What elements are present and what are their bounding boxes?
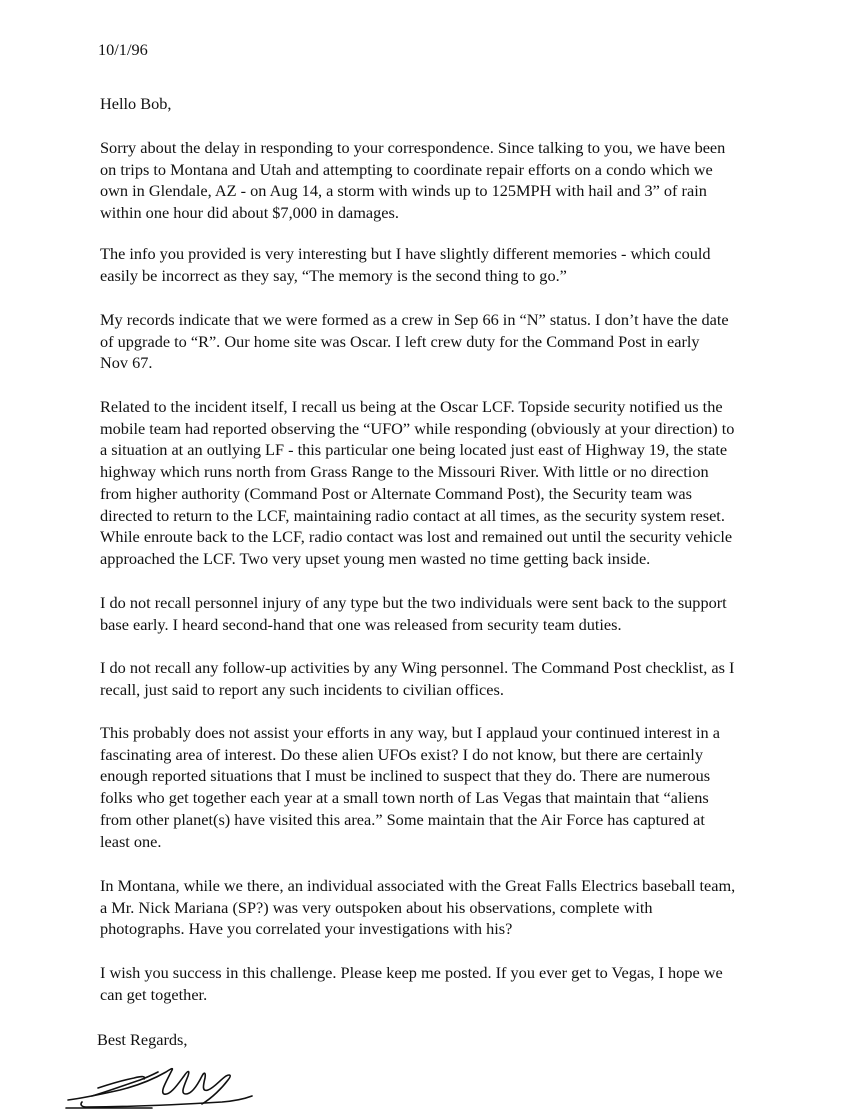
text-line: of upgrade to “R”. Our home site was Oscar. I left crew duty for the Command Post in early [100, 331, 700, 351]
letter-closing: Best Regards, [97, 1030, 188, 1049]
text-line: My records indicate that we were formed as a crew in Sep 66 in “N” status. I don’t have the date [100, 310, 729, 329]
text-line: I do not recall personnel injury of any type but the two individuals were sent back to the support [100, 593, 727, 612]
text-line: within one hour did about $7,000 in damages. [100, 203, 399, 223]
letter-date: 10/1/96 [98, 40, 148, 59]
paragraph-delay [100, 137, 840, 224]
text-line: In Montana, while we there, an individual associated with the Great Falls Electrics baseball team, [100, 876, 736, 895]
paragraph-wishes [100, 962, 840, 1005]
text-line: base early. I heard second-hand that one was released from security team duties. [100, 614, 622, 634]
text-line: a Mr. Nick Mariana (SP?) was very outspoken about his observations, complete with [100, 897, 653, 917]
text-line: I do not recall any follow-up activities by any Wing personnel. The Command Post checklist, as I [100, 658, 735, 677]
paragraph-ufos [100, 722, 840, 852]
text-line: I wish you success in this challenge. Please keep me posted. If you ever get to Vegas, I hope we [100, 963, 723, 982]
paragraph-records [100, 309, 840, 374]
paragraph-incident [100, 396, 840, 570]
text-line: Sorry about the delay in responding to your correspondence. Since talking to you, we have been [100, 138, 726, 157]
text-line: least one. [100, 831, 162, 851]
text-line: on trips to Montana and Utah and attempting to coordinate repair efforts on a condo which we [100, 159, 713, 179]
text-line: a situation at an outlying LF - this particular one being located just east of Highway 19, the state [100, 440, 728, 460]
text-line: easily be incorrect as they say, “The memory is the second thing to go.” [100, 265, 567, 285]
text-line: can get together. [100, 984, 208, 1004]
paragraph-montana [100, 875, 840, 940]
text-line: highway which runs north from Grass Range to the Missouri River. With little or no direction [100, 462, 709, 482]
text-line: directed to return to the LCF, maintaining radio contact at all times, as the security system reset. [100, 505, 725, 525]
text-line: Related to the incident itself, I recall us being at the Oscar LCF. Topside security notified us the [100, 397, 723, 416]
text-line: photographs. Have you correlated your investigations with his? [100, 919, 513, 939]
text-line: from other planet(s) have visited this area.” Some maintain that the Air Force has captured at [100, 809, 705, 829]
text-line: recall, just said to report any such incidents to civilian offices. [100, 679, 504, 699]
handwritten-signature-icon [62, 1058, 262, 1110]
text-line: The info you provided is very interesting but I have slightly different memories - which could [100, 244, 711, 263]
paragraph-follow-up [100, 657, 840, 700]
paragraph-injury [100, 592, 840, 635]
text-line: from higher authority (Command Post or Alternate Command Post), the Security team was [100, 483, 692, 503]
text-line: This probably does not assist your efforts in any way, but I applaud your continued interest in a [100, 723, 720, 742]
text-line: fascinating area of interest. Do these alien UFOs exist? I do not know, but there are certainly [100, 744, 703, 764]
paragraph-memories [100, 243, 840, 286]
text-line: Nov 67. [100, 353, 153, 373]
text-line: own in Glendale, AZ - on Aug 14, a storm with winds up to 125MPH with hail and 3” of rain [100, 181, 707, 201]
text-line: folks who get together each year at a small town north of Las Vegas that maintain that “aliens [100, 788, 709, 808]
letter-greeting: Hello Bob, [100, 94, 172, 113]
text-line: mobile team had reported observing the “UFO” while responding (obviously at your direction) to [100, 418, 735, 438]
text-line: approached the LCF. Two very upset young men wasted no time getting back inside. [100, 548, 651, 568]
text-line: enough reported situations that I must be inclined to suspect that they do. There are numerous [100, 766, 711, 786]
text-line: While enroute back to the LCF, radio contact was lost and remained out until the security vehicle [100, 527, 733, 547]
